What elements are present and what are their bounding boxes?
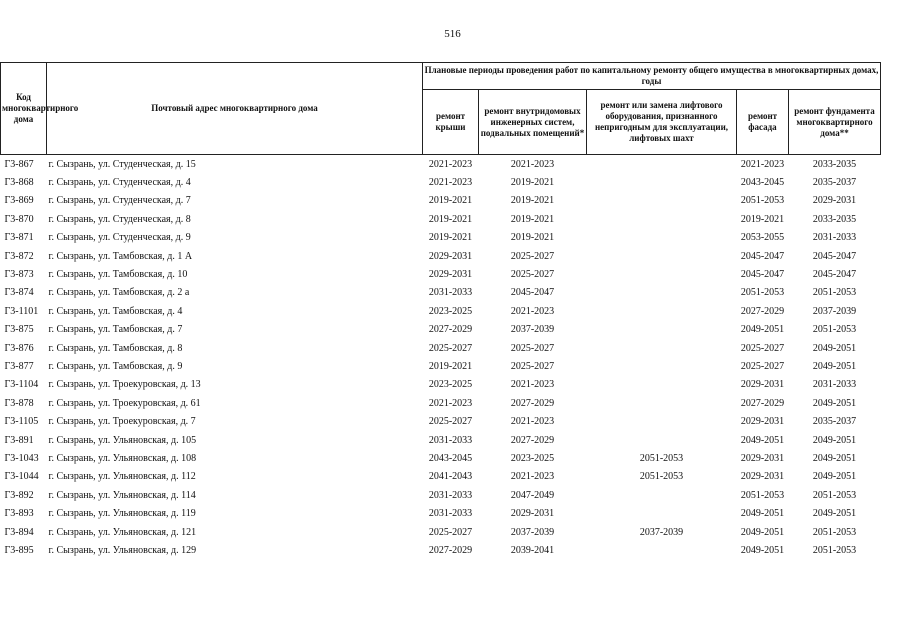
code-cell: Г3-870 xyxy=(4,213,34,225)
foundation-period-cell: 2045-2047 xyxy=(812,269,857,281)
table-row xyxy=(1,173,881,191)
address-cell: г. Сызрань, ул. Ульяновская, д. 112 xyxy=(48,471,196,483)
table-row xyxy=(1,155,881,174)
foundation-period-cell: 2049-2051 xyxy=(812,360,857,372)
systems-period-cell: 2019-2021 xyxy=(510,177,555,189)
systems-period-cell: 2027-2029 xyxy=(510,397,555,409)
roof-period-cell: 2025-2027 xyxy=(428,342,473,354)
facade-period-cell: 2029-2031 xyxy=(740,379,785,391)
table-row xyxy=(1,504,881,522)
facade-period-cell: 2029-2031 xyxy=(740,416,785,428)
elevator-period-cell xyxy=(587,339,737,357)
code-cell: Г3-1104 xyxy=(4,379,39,391)
address-cell: г. Сызрань, ул. Ульяновская, д. 114 xyxy=(48,489,196,501)
header-roof: ремонт крыши xyxy=(423,90,479,155)
table-row xyxy=(1,284,881,302)
elevator-period-cell xyxy=(587,486,737,504)
systems-period-cell: 2021-2023 xyxy=(510,471,555,483)
code-cell: Г3-892 xyxy=(4,489,34,501)
roof-period-cell: 2029-2031 xyxy=(428,269,473,281)
table-row xyxy=(1,394,881,412)
address-cell: г. Сызрань, ул. Тамбовская, д. 10 xyxy=(48,269,188,281)
code-cell: Г3-878 xyxy=(4,397,34,409)
systems-period-cell: 2039-2041 xyxy=(510,544,555,556)
facade-period-cell: 2051-2053 xyxy=(740,287,785,299)
roof-period-cell: 2021-2023 xyxy=(428,397,473,409)
elevator-period-cell xyxy=(587,321,737,339)
elevator-period-cell xyxy=(587,412,737,430)
elevator-period-cell xyxy=(587,357,737,375)
foundation-period-cell: 2049-2051 xyxy=(812,471,857,483)
elevator-period-cell xyxy=(587,265,737,283)
code-cell: Г3-876 xyxy=(4,342,34,354)
address-cell: г. Сызрань, ул. Тамбовская, д. 4 xyxy=(48,305,183,317)
foundation-period-cell: 2051-2053 xyxy=(812,526,857,538)
roof-period-cell: 2019-2021 xyxy=(428,232,473,244)
code-cell: Г3-871 xyxy=(4,232,34,244)
systems-period-cell: 2019-2021 xyxy=(510,213,555,225)
roof-period-cell: 2023-2025 xyxy=(428,305,473,317)
elevator-period-cell xyxy=(587,173,737,191)
elevator-period-cell xyxy=(587,541,737,559)
table-row xyxy=(1,357,881,375)
header-address: Почтовый адрес многоквартирного дома xyxy=(47,63,423,155)
table-row xyxy=(1,302,881,320)
elevator-period-cell xyxy=(587,504,737,522)
facade-period-cell: 2045-2047 xyxy=(740,269,785,281)
systems-period-cell: 2045-2047 xyxy=(510,287,555,299)
address-cell: г. Сызрань, ул. Троекуровская, д. 7 xyxy=(48,416,196,428)
facade-period-cell: 2049-2051 xyxy=(740,544,785,556)
address-cell: г. Сызрань, ул. Ульяновская, д. 105 xyxy=(48,434,197,446)
header-systems: ремонт внутридомовых инженерных систем, подвальных помещений* xyxy=(479,90,587,155)
facade-period-cell: 2019-2021 xyxy=(740,213,785,225)
systems-period-cell: 2019-2021 xyxy=(510,195,555,207)
foundation-period-cell: 2037-2039 xyxy=(812,305,857,317)
facade-period-cell: 2049-2051 xyxy=(740,324,785,336)
facade-period-cell: 2027-2029 xyxy=(740,397,785,409)
foundation-period-cell: 2049-2051 xyxy=(812,508,857,520)
foundation-period-cell: 2049-2051 xyxy=(812,434,857,446)
table-row xyxy=(1,468,881,486)
table-row xyxy=(1,541,881,559)
table-row xyxy=(1,339,881,357)
systems-period-cell: 2021-2023 xyxy=(510,158,555,170)
elevator-period-cell: 2037-2039 xyxy=(639,526,684,538)
systems-period-cell: 2021-2023 xyxy=(510,305,555,317)
roof-period-cell: 2029-2031 xyxy=(428,250,473,262)
table-row xyxy=(1,229,881,247)
facade-period-cell: 2043-2045 xyxy=(740,177,785,189)
code-cell: Г3-877 xyxy=(4,360,34,372)
elevator-period-cell xyxy=(587,155,737,174)
address-cell: г. Сызрань, ул. Троекуровская, д. 13 xyxy=(48,379,201,391)
table-row xyxy=(1,431,881,449)
facade-period-cell: 2049-2051 xyxy=(740,526,785,538)
systems-period-cell: 2029-2031 xyxy=(510,508,555,520)
code-cell: Г3-894 xyxy=(4,526,34,538)
address-cell: г. Сызрань, ул. Тамбовская, д. 7 xyxy=(48,324,183,336)
systems-period-cell: 2037-2039 xyxy=(510,324,555,336)
elevator-period-cell xyxy=(587,431,737,449)
roof-period-cell: 2019-2021 xyxy=(428,195,473,207)
facade-period-cell: 2049-2051 xyxy=(740,434,785,446)
code-cell: Г3-875 xyxy=(4,324,34,336)
table-row xyxy=(1,247,881,265)
code-cell: Г3-868 xyxy=(4,177,34,189)
header-elevator: ремонт или замена лифтового оборудования, признанного непригодным для эксплуатации, лифтовых шахт xyxy=(587,90,737,155)
roof-period-cell: 2031-2033 xyxy=(428,434,473,446)
address-cell: г. Сызрань, ул. Тамбовская, д. 1 А xyxy=(48,250,193,262)
facade-period-cell: 2025-2027 xyxy=(740,360,785,372)
code-cell: Г3-874 xyxy=(4,287,34,299)
table-row xyxy=(1,265,881,283)
foundation-period-cell: 2051-2053 xyxy=(812,324,857,336)
roof-period-cell: 2025-2027 xyxy=(428,416,473,428)
table-row xyxy=(1,321,881,339)
foundation-period-cell: 2051-2053 xyxy=(812,544,857,556)
header-planned-periods: Плановые периоды проведения работ по капитальному ремонту общего имущества в многоквартирных домах, годы xyxy=(423,63,881,90)
elevator-period-cell xyxy=(587,394,737,412)
address-cell: г. Сызрань, ул. Ульяновская, д. 119 xyxy=(48,508,196,520)
code-cell: Г3-873 xyxy=(4,269,34,281)
roof-period-cell: 2021-2023 xyxy=(428,158,473,170)
roof-period-cell: 2019-2021 xyxy=(428,213,473,225)
code-cell: Г3-1044 xyxy=(4,471,39,483)
facade-period-cell: 2029-2031 xyxy=(740,452,785,464)
table-row xyxy=(1,376,881,394)
header-foundation: ремонт фундамента многоквартирного дома** xyxy=(789,90,881,155)
systems-period-cell: 2037-2039 xyxy=(510,526,555,538)
code-cell: Г3-1043 xyxy=(4,452,39,464)
header-code: Код многоквартирного дома xyxy=(1,63,47,155)
facade-period-cell: 2025-2027 xyxy=(740,342,785,354)
address-cell: г. Сызрань, ул. Тамбовская, д. 9 xyxy=(48,360,183,372)
address-cell: г. Сызрань, ул. Тамбовская, д. 2 а xyxy=(48,287,190,299)
roof-period-cell: 2031-2033 xyxy=(428,489,473,501)
systems-period-cell: 2025-2027 xyxy=(510,360,555,372)
foundation-period-cell: 2049-2051 xyxy=(812,342,857,354)
code-cell: Г3-872 xyxy=(4,250,34,262)
facade-period-cell: 2021-2023 xyxy=(740,158,785,170)
foundation-period-cell: 2035-2037 xyxy=(812,177,857,189)
code-cell: Г3-869 xyxy=(4,195,34,207)
foundation-period-cell: 2045-2047 xyxy=(812,250,857,262)
roof-period-cell: 2025-2027 xyxy=(428,526,473,538)
facade-period-cell: 2051-2053 xyxy=(740,195,785,207)
table-body xyxy=(1,155,881,560)
table-row xyxy=(1,449,881,467)
address-cell: г. Сызрань, ул. Студенческая, д. 15 xyxy=(48,158,196,170)
code-cell: Г3-895 xyxy=(4,544,34,556)
address-cell: г. Сызрань, ул. Студенческая, д. 7 xyxy=(48,195,191,207)
roof-period-cell: 2027-2029 xyxy=(428,324,473,336)
elevator-period-cell xyxy=(587,302,737,320)
roof-period-cell: 2023-2025 xyxy=(428,379,473,391)
systems-period-cell: 2023-2025 xyxy=(510,452,555,464)
foundation-period-cell: 2033-2035 xyxy=(812,213,857,225)
facade-period-cell: 2027-2029 xyxy=(740,305,785,317)
roof-period-cell: 2041-2043 xyxy=(428,471,473,483)
elevator-period-cell: 2051-2053 xyxy=(639,452,684,464)
systems-period-cell: 2021-2023 xyxy=(510,416,555,428)
foundation-period-cell: 2031-2033 xyxy=(812,379,857,391)
systems-period-cell: 2021-2023 xyxy=(510,379,555,391)
table-row xyxy=(1,486,881,504)
address-cell: г. Сызрань, ул. Ульяновская, д. 121 xyxy=(48,526,197,538)
roof-period-cell: 2043-2045 xyxy=(428,452,473,464)
code-cell: Г3-893 xyxy=(4,508,34,520)
roof-period-cell: 2031-2033 xyxy=(428,508,473,520)
facade-period-cell: 2049-2051 xyxy=(740,508,785,520)
address-cell: г. Сызрань, ул. Ульяновская, д. 129 xyxy=(48,544,197,556)
elevator-period-cell xyxy=(587,229,737,247)
table-row xyxy=(1,192,881,210)
foundation-period-cell: 2029-2031 xyxy=(812,195,857,207)
foundation-period-cell: 2035-2037 xyxy=(812,416,857,428)
facade-period-cell: 2045-2047 xyxy=(740,250,785,262)
header-facade: ремонт фасада xyxy=(737,90,789,155)
code-cell: Г3-867 xyxy=(4,158,34,170)
address-cell: г. Сызрань, ул. Студенческая, д. 4 xyxy=(48,177,191,189)
systems-period-cell: 2025-2027 xyxy=(510,342,555,354)
systems-period-cell: 2047-2049 xyxy=(510,489,555,501)
foundation-period-cell: 2051-2053 xyxy=(812,287,857,299)
table-row xyxy=(1,412,881,430)
foundation-period-cell: 2049-2051 xyxy=(812,397,857,409)
capital-repair-table xyxy=(0,62,881,560)
address-cell: г. Сызрань, ул. Студенческая, д. 9 xyxy=(48,232,191,244)
facade-period-cell: 2029-2031 xyxy=(740,471,785,483)
page-number: 516 xyxy=(444,28,461,40)
roof-period-cell: 2019-2021 xyxy=(428,360,473,372)
elevator-period-cell xyxy=(587,210,737,228)
address-cell: г. Сызрань, ул. Студенческая, д. 8 xyxy=(48,213,191,225)
systems-period-cell: 2019-2021 xyxy=(510,232,555,244)
foundation-period-cell: 2033-2035 xyxy=(812,158,857,170)
facade-period-cell: 2053-2055 xyxy=(740,232,785,244)
roof-period-cell: 2027-2029 xyxy=(428,544,473,556)
systems-period-cell: 2027-2029 xyxy=(510,434,555,446)
foundation-period-cell: 2031-2033 xyxy=(812,232,857,244)
code-cell: Г3-1101 xyxy=(4,305,39,317)
systems-period-cell: 2025-2027 xyxy=(510,250,555,262)
address-cell: г. Сызрань, ул. Ульяновская, д. 108 xyxy=(48,452,197,464)
elevator-period-cell xyxy=(587,247,737,265)
foundation-period-cell: 2051-2053 xyxy=(812,489,857,501)
table-row xyxy=(1,523,881,541)
elevator-period-cell xyxy=(587,192,737,210)
roof-period-cell: 2021-2023 xyxy=(428,177,473,189)
table-row xyxy=(1,210,881,228)
elevator-period-cell: 2051-2053 xyxy=(639,471,684,483)
code-cell: Г3-891 xyxy=(4,434,34,446)
address-cell: г. Сызрань, ул. Троекуровская, д. 61 xyxy=(48,397,201,409)
roof-period-cell: 2031-2033 xyxy=(428,287,473,299)
elevator-period-cell xyxy=(587,284,737,302)
systems-period-cell: 2025-2027 xyxy=(510,269,555,281)
foundation-period-cell: 2049-2051 xyxy=(812,452,857,464)
elevator-period-cell xyxy=(587,376,737,394)
facade-period-cell: 2051-2053 xyxy=(740,489,785,501)
address-cell: г. Сызрань, ул. Тамбовская, д. 8 xyxy=(48,342,183,354)
code-cell: Г3-1105 xyxy=(4,416,39,428)
